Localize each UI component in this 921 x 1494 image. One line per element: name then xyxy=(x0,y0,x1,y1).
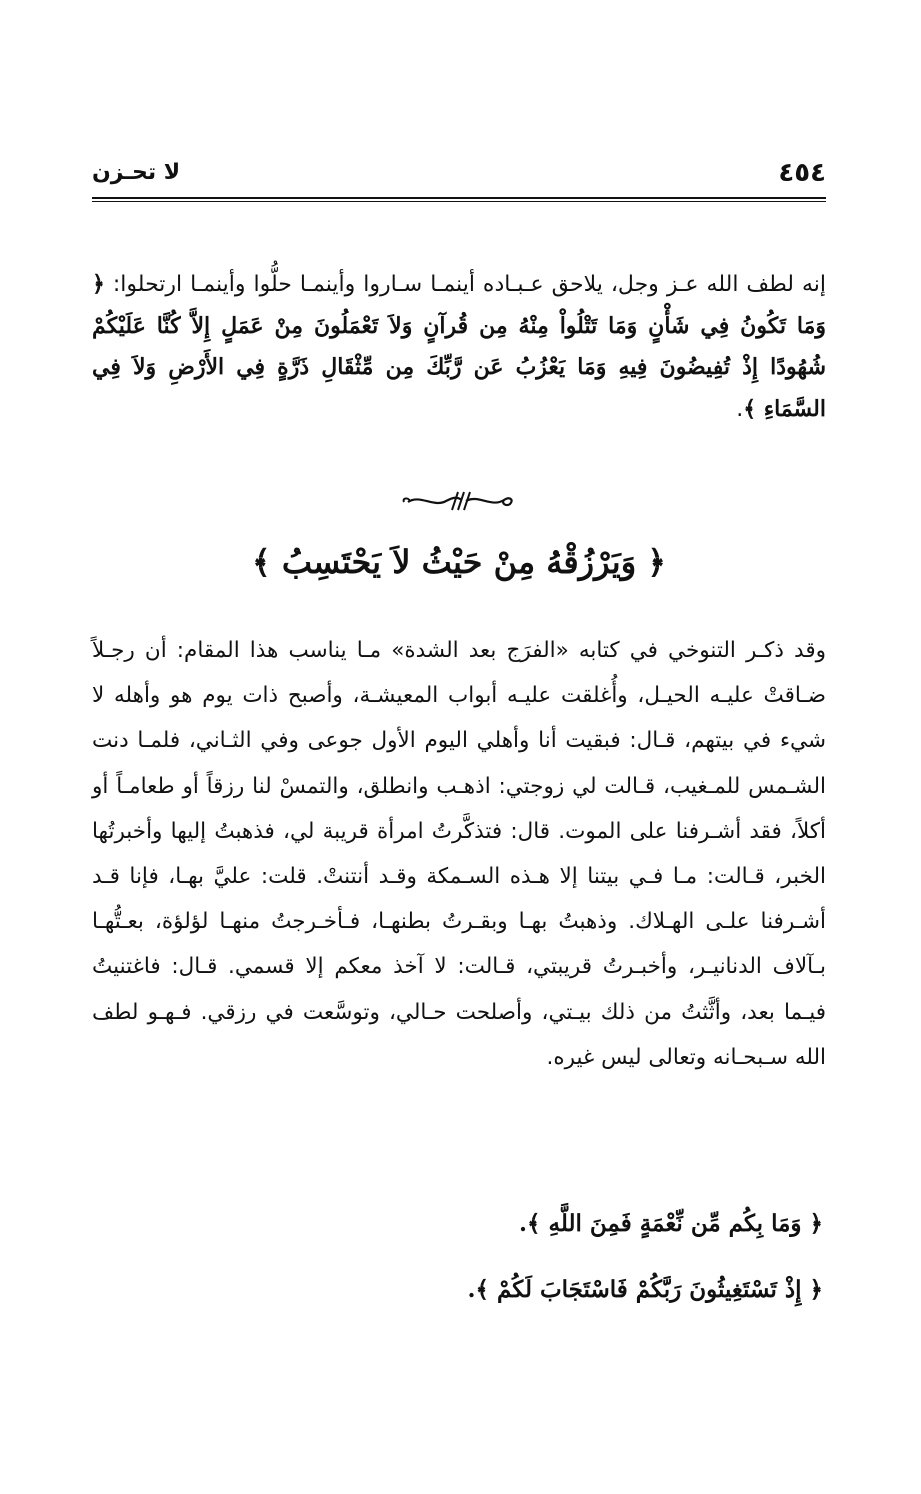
section-heading: ﴿ وَيَرْزُقْهُ مِنْ حَيْثُ لاَ يَحْتَسِبُ ﴾ xyxy=(251,543,667,581)
paragraph-end: . xyxy=(736,396,744,422)
closing-verse-1: ﴿ وَمَا بِكُم مِّن نِّعْمَةٍ فَمِنَ اللَّهِ ﴾. xyxy=(519,1210,823,1237)
quran-verse-quote: ﴿ وَمَا تَكُونُ فِي شَأْنٍ وَمَا تَتْلُواْ مِنْهُ مِن قُرآنٍ وَلاَ تَعْمَلُونَ مِنْ عَمَلٍ إِلاَّ كُنَّا عَلَيْكُمْ شُهُودًا إِذْ تُفِيضُونَ فِيهِ وَمَا يَعْزُبُ عَن رَّبِّكَ مِن مِّثْقَالِ ذَرَّةٍ فِي الأَرْضِ وَلاَ فِي السَّمَاءِ ﴾ xyxy=(92,271,826,422)
header-divider-thin xyxy=(92,201,826,202)
header-divider xyxy=(92,197,826,199)
book-title: لا تحـزن xyxy=(92,160,181,185)
running-header xyxy=(92,158,826,198)
paragraph-text: إنه لطف الله عـز وجل، يلاحق عـبـاده أينمـا سـاروا وأينمـا حلُّوا وأينمـا ارتحلوا: xyxy=(104,272,826,297)
page-number: ٤٥٤ xyxy=(778,158,826,188)
story-paragraph: وقد ذكـر التنوخي في كتابه «الفرَج بعد الشدة» مـا يناسب هذا المقام: أن رجـلاً ضـاقتْ عليـه الحيـل، وأُغلقت عليـه أبواب المعيشـة، وأصبح ذات يوم هو وأهله لا شيء في بيتهم، قـال: فبقيت أنا وأهلي اليوم الأول جوعى وفي الثـاني، فلمـا دنت الشـمس للمـغيب، قـالت لي زوجتي: اذهـب وانطلق، والتمسْ لنا رزقاً أو طعامـاً أو أكلاً، فقد أشـرفنا على الموت. قال: فتذكَّرتُ امرأة قريبة لي، فذهبتُ إليها وأخبرتُها الخبر، قـالت: مـا فـي بيتنا إلا هـذه السـمكة وقـد أنتنتْ. قلت: عليَّ بهـا، فإنا قـد أشـرفنا علـى الهـلاك. وذهبتُ بهـا وبقـرتُ بطنهـا، فـأخـرجتُ منهـا لؤلؤة، بعـتُّهـا بـآلاف الدنانيـر، وأخبـرتُ قريبتي، قـالت: لا آخذ معكم إلا قسمي. قـال: فاغتنيتُ فيـما بعد، وأثَّثتُ من ذلك بيـتي، وأصلحت حـالي، وتوسَّعت في رزقي. فـهـو لطف الله سـبحـانه وتعالى ليس غيره. xyxy=(92,638,826,1070)
scroll-flourish-icon xyxy=(400,488,520,514)
opening-paragraph xyxy=(92,264,826,430)
closing-verse-2: ﴿ إِذْ تَسْتَغِيثُونَ رَبَّكُمْ فَاسْتَجَابَ لَكُمْ ﴾. xyxy=(467,1276,823,1303)
